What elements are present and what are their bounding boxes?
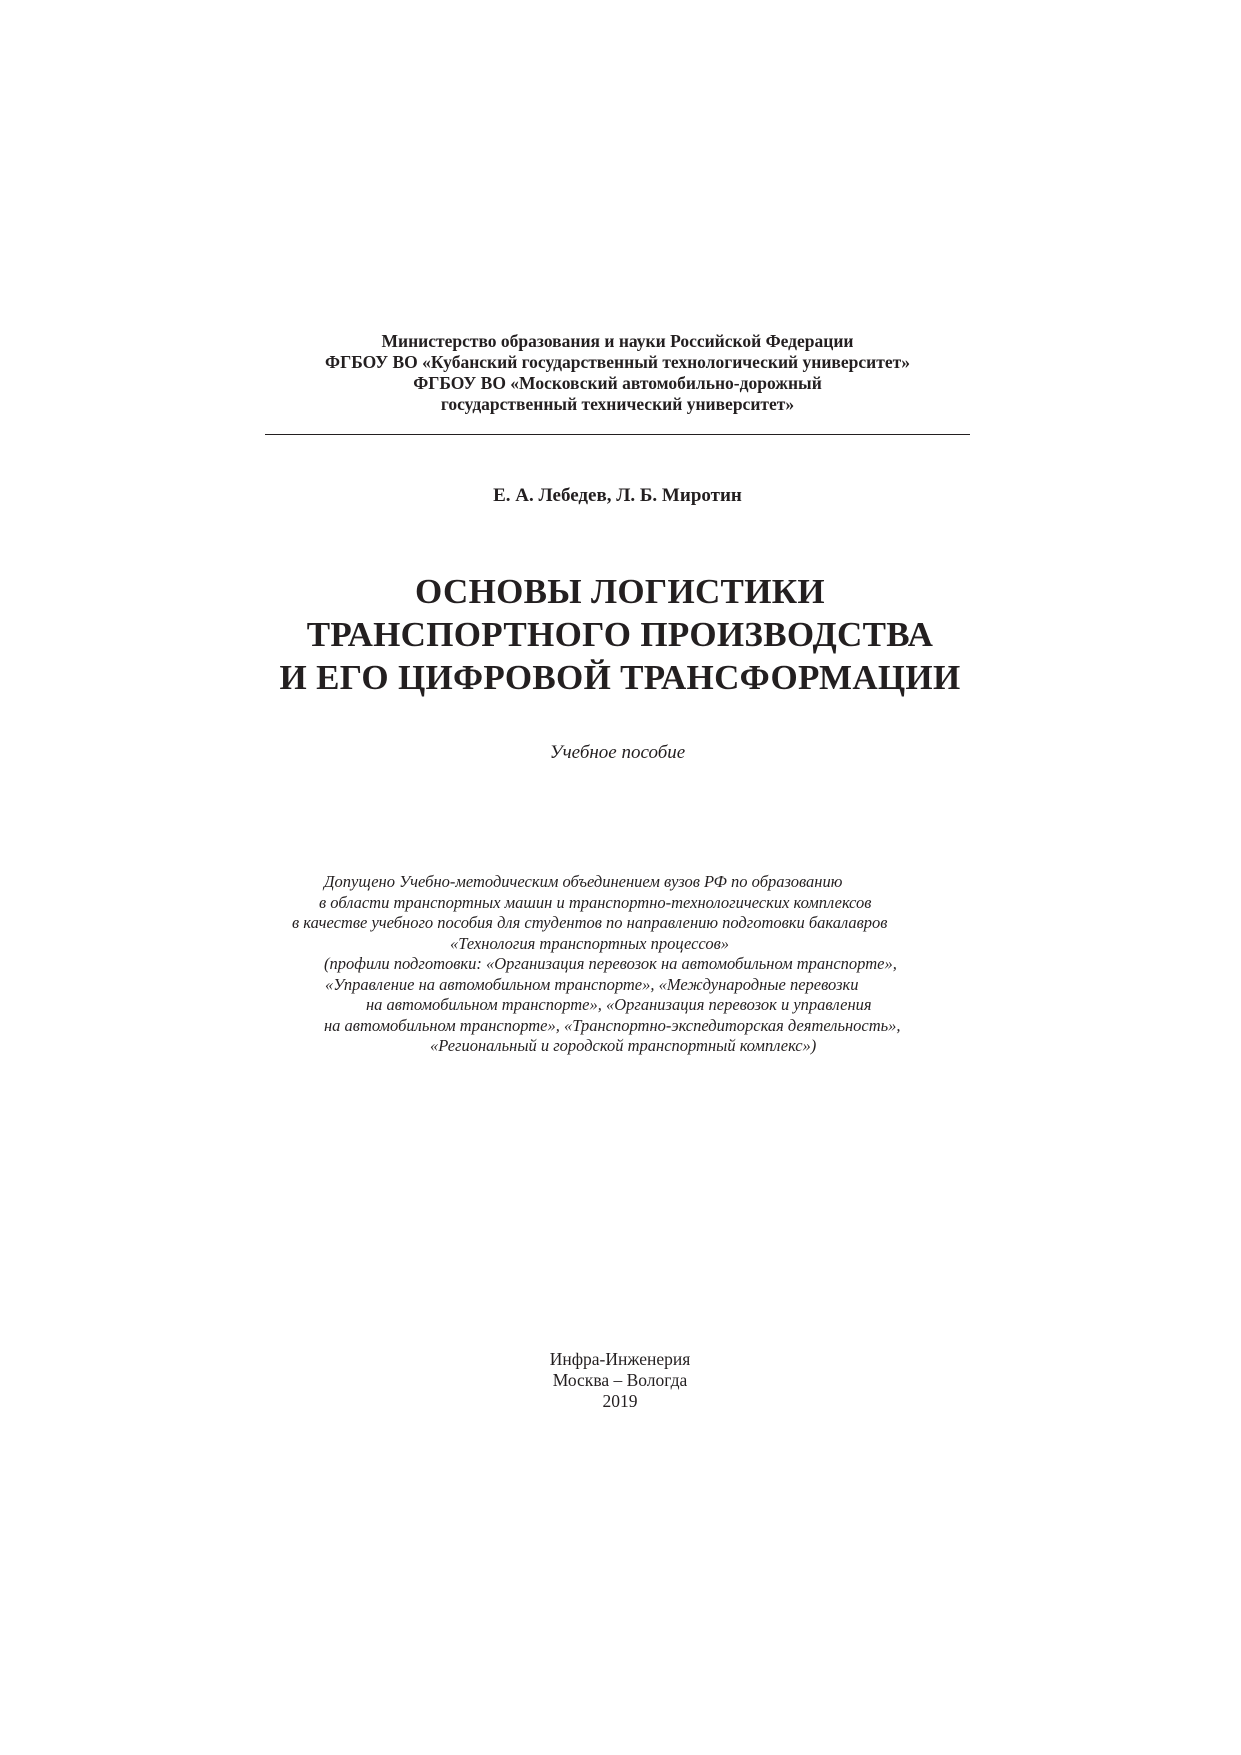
- book-title: [200, 570, 1040, 699]
- publisher-name: Инфра-Инженерия: [549, 1349, 691, 1369]
- title-line-2: ТРАНСПОРТНОГО ПРОИЗВОДСТВА: [306, 615, 934, 654]
- approval-line-1: Допущено Учебно-методическим объединением вузов РФ по образованию: [324, 872, 843, 891]
- approval-line-7: на автомобильном транспорте», «Организация перевозок и управления: [366, 995, 872, 1014]
- university-line-1: ФГБОУ ВО «Кубанский государственный технологический университет»: [325, 352, 910, 372]
- publication-year: 2019: [602, 1391, 638, 1411]
- authors: Е. А. Лебедев, Л. Б. Миротин: [493, 485, 742, 506]
- title-line-3: И ЕГО ЦИФРОВОЙ ТРАНСФОРМАЦИИ: [279, 658, 961, 697]
- approval-line-2: в области транспортных машин и транспортно-технологических комплексов: [319, 892, 872, 912]
- approval-statement: [240, 872, 1000, 1057]
- approval-line-6: «Управление на автомобильном транспорте», «Международные перевозки: [325, 974, 859, 994]
- publisher-city: Москва – Вологда: [552, 1370, 688, 1390]
- approval-line-5: (профили подготовки: «Организация перевозок на автомобильном транспорте»,: [324, 954, 897, 973]
- publisher-block: [465, 1349, 775, 1412]
- approval-line-4: «Технология транспортных процессов»: [450, 933, 730, 953]
- ministry-line: Министерство образования и науки Российской Федерации: [381, 331, 854, 351]
- institution-header: [265, 331, 970, 415]
- header-divider: [265, 434, 970, 435]
- approval-line-8: на автомобильном транспорте», «Транспортно-экспедиторская деятельность»,: [324, 1015, 901, 1035]
- approval-line-9: «Региональный и городской транспортный комплекс»): [430, 1036, 817, 1055]
- approval-line-3: в качестве учебного пособия для студентов по направлению подготовки бакалавров: [292, 913, 888, 932]
- book-type: Учебное пособие: [549, 742, 686, 763]
- title-line-1: ОСНОВЫ ЛОГИСТИКИ: [415, 572, 825, 611]
- university-line-2: ФГБОУ ВО «Московский автомобильно-дорожный: [413, 373, 822, 393]
- university-line-3: государственный технический университет»: [440, 394, 795, 414]
